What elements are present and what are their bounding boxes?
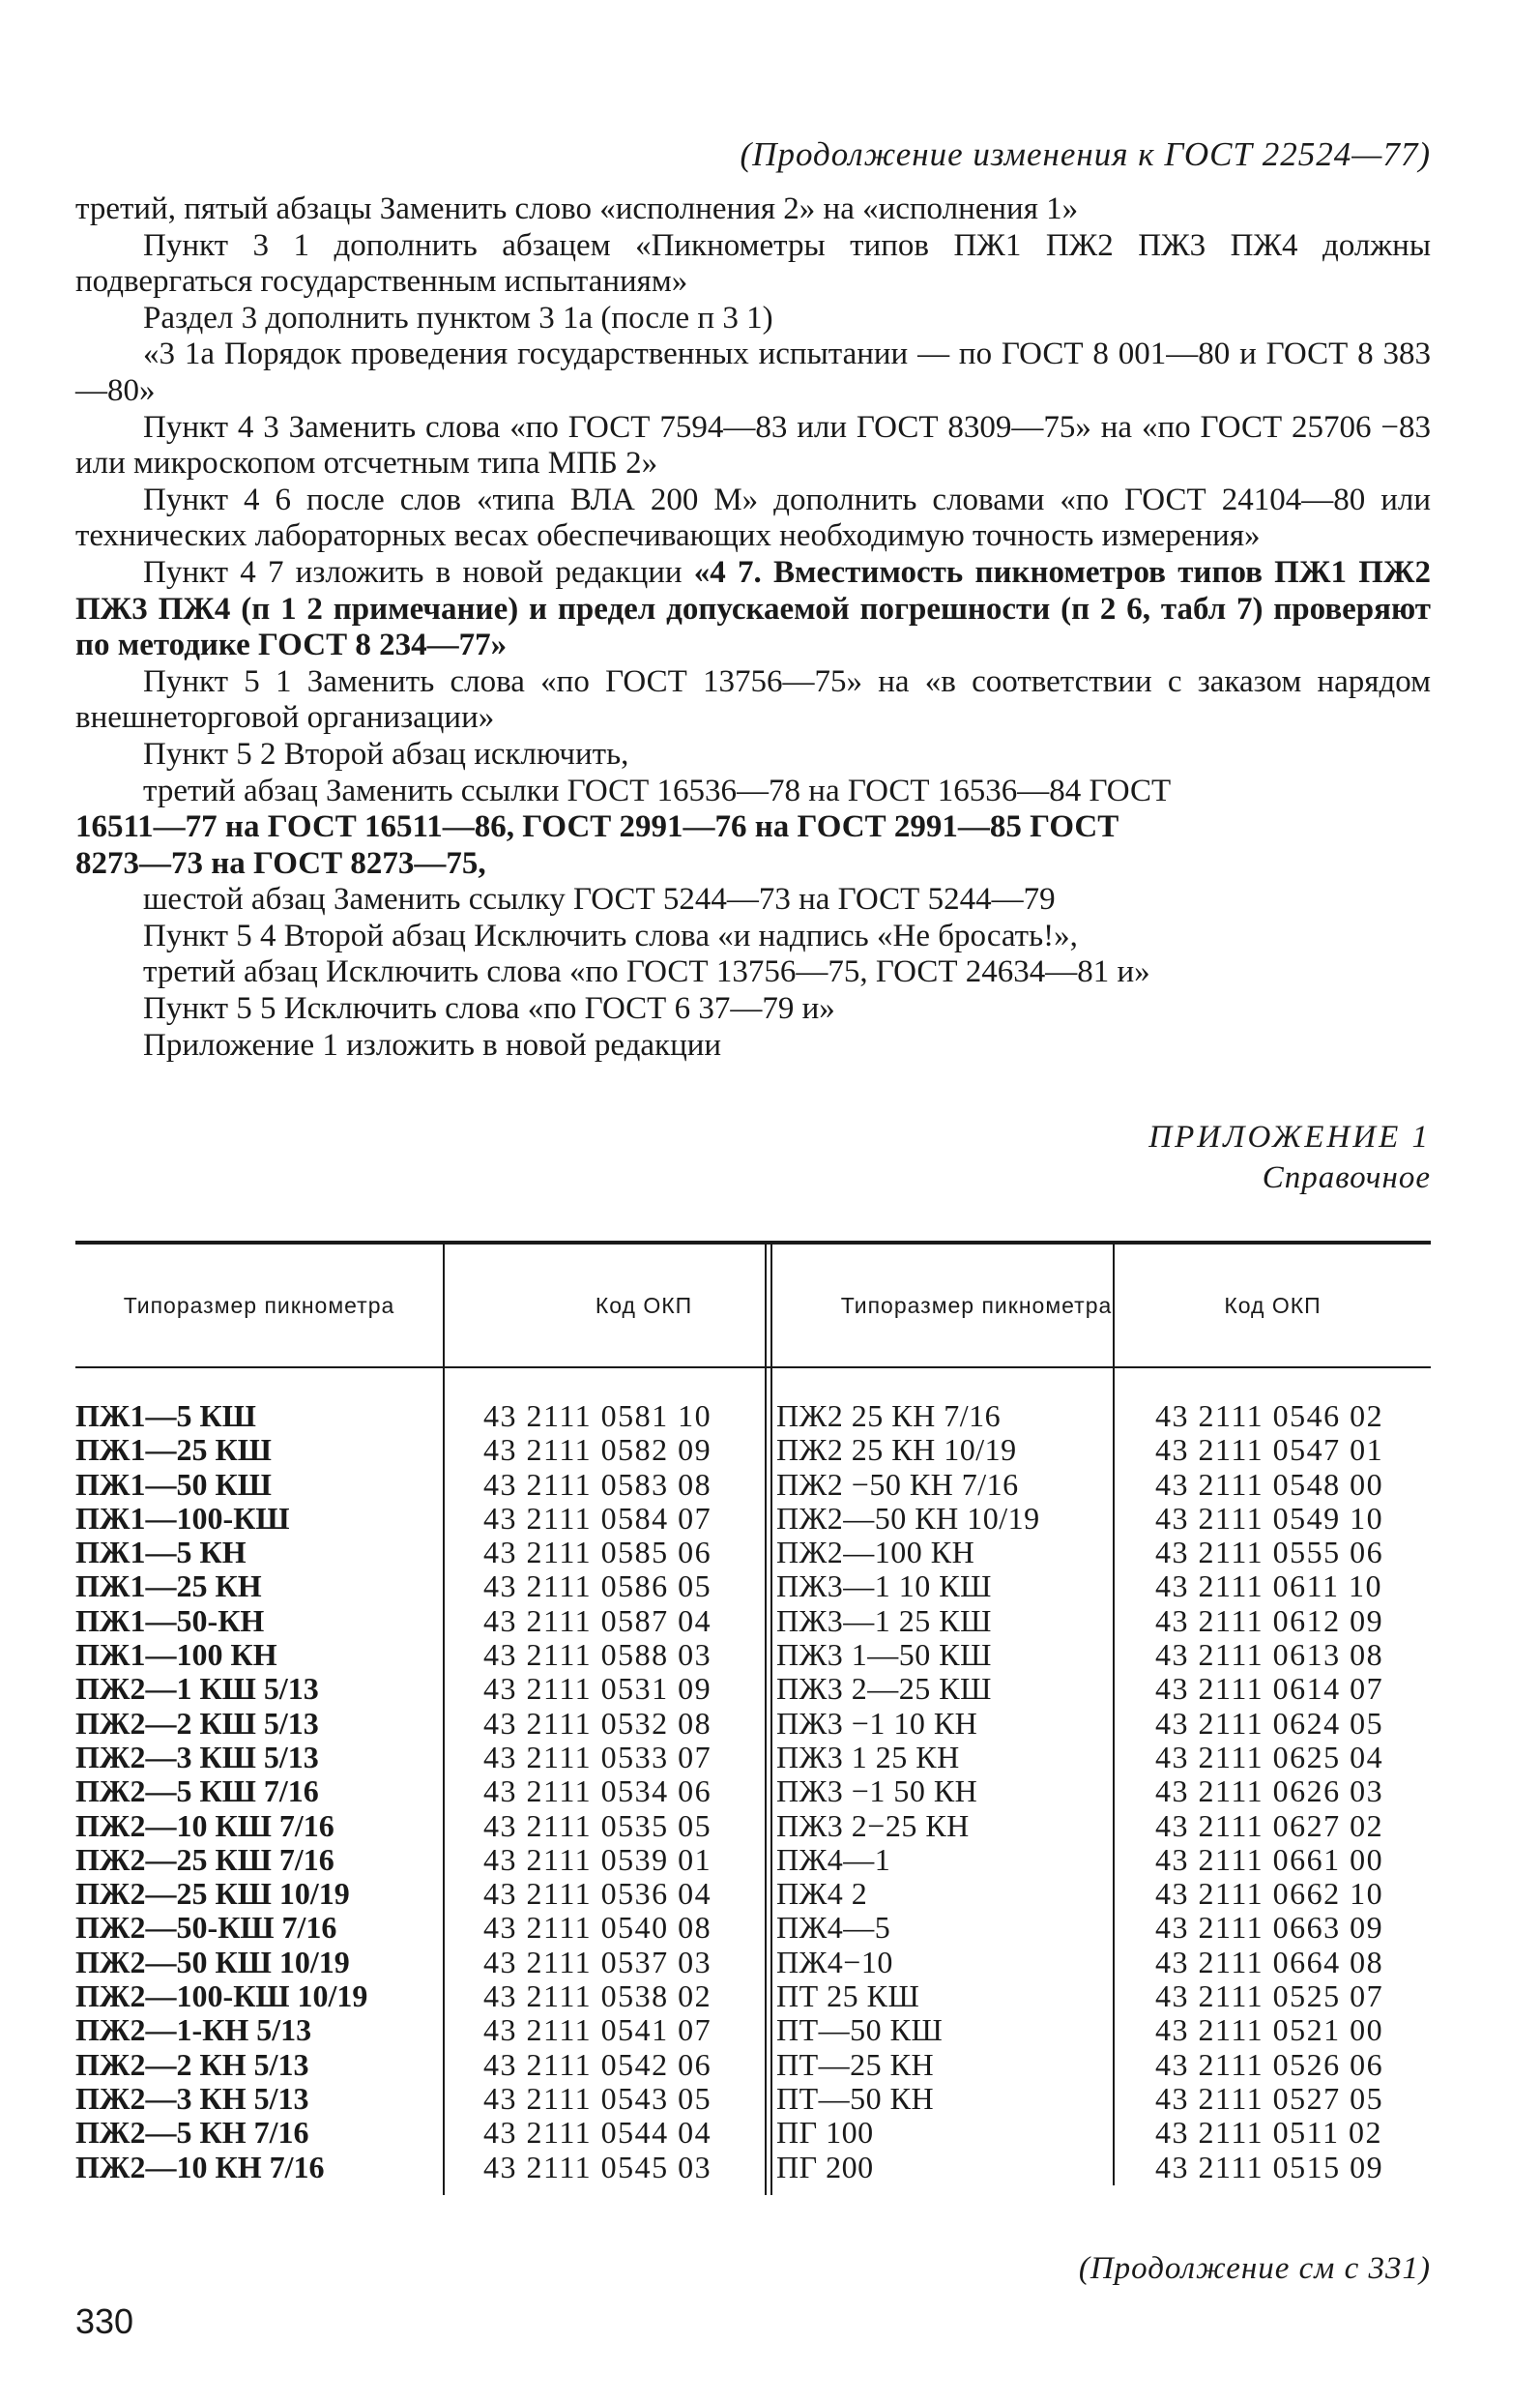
cell-size: ПЖ2—3 КН 5/13 [75,2080,309,2116]
cell-size: ПЖ2 25 КН 10/19 [776,1432,1017,1468]
cell-code: 43 2111 0540 08 [483,1910,712,1946]
paragraph: Раздел 3 дополнить пунктом 3 1а (после п 3 1) [143,300,773,336]
cell-code: 43 2111 0545 03 [483,2149,712,2184]
cell-code: 43 2111 0613 08 [1155,1637,1384,1673]
cell-code: 43 2111 0537 03 [483,1944,712,1979]
cell-size: ПЖ2 −50 КН 7/16 [776,1466,1019,1502]
cell-size: ПЖ4−10 [776,1944,893,1979]
table-rows [75,1399,1431,2184]
cell-code: 43 2111 0544 04 [483,2115,712,2151]
cell-code: 43 2111 0584 07 [483,1500,712,1536]
paragraph: Пункт 5 4 Второй абзац Исключить слова «и надпись «Не бросать!», [143,918,1078,953]
cell-code: 43 2111 0664 08 [1155,1944,1384,1979]
cell-code: 43 2111 0543 05 [483,2080,712,2116]
paragraph: 8273—73 на ГОСТ 8273—75, [75,845,486,881]
table-row [75,1946,1431,1979]
paragraph: третий, пятый абзацы Заменить слово «исполнения 2» на «исполнения 1» [75,191,1079,226]
cell-code: 43 2111 0535 05 [483,1807,712,1843]
cell-code: 43 2111 0532 08 [483,1705,712,1741]
cell-size: ПЖ3 1—50 КШ [776,1637,992,1673]
table-row [75,1569,1431,1603]
table-row [75,1843,1431,1877]
table-row [75,1672,1431,1706]
continuation-note: (Продолжение см с 331) [1078,2251,1431,2286]
cell-code: 43 2111 0531 09 [483,1671,712,1707]
cell-size: ПТ 25 КШ [776,1978,920,2014]
table-row [75,2082,1431,2116]
cell-size: ПЖ3—1 10 КШ [776,1568,992,1604]
cell-size: ПЖ4—1 [776,1841,891,1877]
cell-size: ПТ—50 КН [776,2080,935,2116]
table-row [75,1468,1431,1502]
okp-table [75,1241,1431,2195]
cell-size: ПЖ1—5 КН [75,1535,247,1570]
cell-code: 43 2111 0612 09 [1155,1602,1384,1638]
cell-size: ПЖ2—10 КН 7/16 [75,2149,325,2184]
cell-code: 43 2111 0511 02 [1155,2115,1382,2151]
cell-code: 43 2111 0521 00 [1155,2012,1384,2048]
cell-size: ПЖ2—5 КШ 7/16 [75,1773,319,1809]
table-row [75,1741,1431,1774]
paragraph: третий абзац Исключить слова «по ГОСТ 13756—75, ГОСТ 24634—81 и» [143,954,1150,990]
cell-code: 43 2111 0515 09 [1155,2149,1384,2184]
cell-size: ПЖ2—25 КШ 10/19 [75,1876,350,1912]
table-row [75,1911,1431,1945]
cell-code: 43 2111 0547 01 [1155,1432,1384,1468]
cell-size: ПЖ1—50 КШ [75,1466,272,1502]
table-row [75,2048,1431,2082]
cell-size: ПЖ3 2−25 КН [776,1807,970,1843]
paragraph: Пункт 3 1 дополнить абзацем «Пикнометры типов ПЖ1 ПЖ2 ПЖ3 ПЖ4 должны подвергаться государственным испытаниям» [75,227,1431,300]
cell-size: ПЖ1—25 КН [75,1568,262,1604]
table-row [75,1502,1431,1536]
cell-size: ПЖ2—1 КШ 5/13 [75,1671,319,1707]
cell-size: ПЖ3 −1 10 КН [776,1705,978,1741]
table-row [75,1877,1431,1911]
cell-size: ПЖ2—25 КШ 7/16 [75,1841,334,1877]
cell-code: 43 2111 0587 04 [483,1602,712,1638]
cell-code: 43 2111 0582 09 [483,1432,712,1468]
cell-size: ПЖ1—100-КШ [75,1500,290,1536]
table-row [75,2013,1431,2047]
cell-code: 43 2111 0555 06 [1155,1535,1384,1570]
paragraph-lead: Пункт 4 7 изложить в новой редакции [143,554,683,590]
header-code-1: Код ОКП [595,1292,693,1318]
cell-size: ПЖ2—50-КШ 7/16 [75,1910,337,1946]
table-row [75,2151,1431,2184]
paragraph: 16511—77 на ГОСТ 16511—86, ГОСТ 2991—76 на ГОСТ 2991—85 ГОСТ [75,809,1119,845]
appendix-title: ПРИЛОЖЕНИЕ 1 [1148,1120,1431,1155]
cell-size: ПЖ2—3 КШ 5/13 [75,1739,319,1774]
cell-code: 43 2111 0627 02 [1155,1807,1384,1843]
cell-code: 43 2111 0541 07 [483,2012,712,2048]
paragraph-bold: «4 7. Вместимость пикнометров типов ПЖ1 ПЖ2 ПЖ3 ПЖ4 (п 1 2 примечание) и предел допускаемой погрешности (п 2 6, табл 7) проверяют по методике ГОСТ 8 234—77» [75,554,1432,663]
paragraph: «3 1а Порядок проведения государственных испытании — по ГОСТ 8 001—80 и ГОСТ 8 383—80» [75,337,1431,408]
cell-code: 43 2111 0539 01 [483,1841,712,1877]
cell-code: 43 2111 0533 07 [483,1739,712,1774]
paragraph: Пункт 5 5 Исключить слова «по ГОСТ 6 37—79 и» [143,991,835,1027]
cell-size: ПЖ2 25 КН 7/16 [776,1398,1002,1433]
cell-code: 43 2111 0534 06 [483,1773,712,1809]
table-row [75,1638,1431,1672]
cell-code: 43 2111 0614 07 [1155,1671,1384,1707]
cell-size: ПЖ3 −1 50 КН [776,1773,978,1809]
cell-code: 43 2111 0588 03 [483,1637,712,1673]
cell-size: ПЖ1—25 КШ [75,1432,272,1468]
cell-code: 43 2111 0663 09 [1155,1910,1384,1946]
cell-code: 43 2111 0538 02 [483,1978,712,2014]
cell-code: 43 2111 0581 10 [483,1398,712,1433]
cell-size: ПЖ4 2 [776,1876,868,1912]
table-row [75,1707,1431,1741]
paragraph: Пункт 5 2 Второй абзац исключить, [143,736,629,772]
cell-size: ПЖ2—2 КН 5/13 [75,2046,309,2082]
column-divider [443,1245,445,1366]
cell-size: ПЖ3—1 25 КШ [776,1602,992,1638]
table-row [75,1433,1431,1467]
table-row [75,1809,1431,1843]
table-body [75,1368,1431,2195]
appendix-subtitle: Справочное [1262,1160,1431,1195]
cell-code: 43 2111 0624 05 [1155,1705,1384,1741]
cell-code: 43 2111 0526 06 [1155,2046,1384,2082]
cell-size: ПГ 200 [776,2149,874,2184]
cell-size: ПЖ3 1 25 КН [776,1739,960,1774]
cell-size: ПЖ1—50-КН [75,1602,265,1638]
table-header [75,1245,1431,1366]
cell-code: 43 2111 0585 06 [483,1535,712,1570]
cell-size: ПЖ2—1-КН 5/13 [75,2012,312,2048]
cell-size: ПЖ3 2—25 КШ [776,1671,992,1707]
cell-size: ПТ—25 КН [776,2046,935,2082]
column-divider [1113,1245,1115,1366]
paragraph: Пункт 4 6 после слов «типа ВЛА 200 М» дополнить словами «по ГОСТ 24104—80 или технических лабораторных весах обеспечивающих необходимую точность измерения» [75,482,1431,554]
cell-size: ПЖ2—100 КН [776,1535,975,1570]
page-number: 330 [75,2301,134,2341]
header-size-1: Типоразмер пикнометра [123,1292,395,1318]
cell-size: ПЖ2—5 КН 7/16 [75,2115,309,2151]
paragraph: Приложение 1 изложить в новой редакции [143,1027,722,1063]
table-row [75,1979,1431,2013]
cell-size: ПЖ2—2 КШ 5/13 [75,1705,319,1741]
column-divider [770,1245,772,1366]
paragraph: Пункт 4 3 Заменить слова «по ГОСТ 7594—83 или ГОСТ 8309—75» на «по ГОСТ 25706 −83 или микроскопом отсчетным типа МПБ 2» [75,409,1431,482]
cell-code: 43 2111 0586 05 [483,1568,712,1604]
paragraph: шестой абзац Заменить ссылку ГОСТ 5244—73 на ГОСТ 5244—79 [143,882,1056,918]
cell-code: 43 2111 0548 00 [1155,1466,1384,1502]
cell-size: ПЖ2—50 КШ 10/19 [75,1944,350,1979]
cell-code: 43 2111 0546 02 [1155,1398,1384,1433]
cell-code: 43 2111 0583 08 [483,1466,712,1502]
column-divider [765,1245,767,1366]
cell-size: ПЖ1—100 КН [75,1637,277,1673]
table-row [75,1774,1431,1808]
cell-size: ПТ—50 КШ [776,2012,944,2048]
cell-code: 43 2111 0662 10 [1155,1876,1384,1912]
header-code-2: Код ОКП [1224,1292,1322,1318]
cell-size: ПГ 100 [776,2115,874,2151]
cell-code: 43 2111 0542 06 [483,2046,712,2082]
cell-code: 43 2111 0661 00 [1155,1841,1384,1877]
cell-code: 43 2111 0527 05 [1155,2080,1384,2116]
paragraph: третий абзац Заменить ссылки ГОСТ 16536—78 на ГОСТ 16536—84 ГОСТ [143,773,1172,808]
cell-size: ПЖ2—50 КН 10/19 [776,1500,1040,1536]
paragraph [75,555,1431,664]
cell-size: ПЖ1—5 КШ [75,1398,256,1433]
header-size-2: Типоразмер пикнометра [840,1292,1113,1318]
cell-code: 43 2111 0549 10 [1155,1500,1384,1536]
cell-code: 43 2111 0611 10 [1155,1568,1382,1604]
cell-size: ПЖ4—5 [776,1910,891,1946]
table-row [75,1604,1431,1638]
paragraph: Пункт 5 1 Заменить слова «по ГОСТ 13756—75» на «в соответствии с заказом нарядом внешнеторговой организации» [75,663,1431,736]
table-row [75,1399,1431,1433]
cell-size: ПЖ2—10 КШ 7/16 [75,1807,334,1843]
cell-code: 43 2111 0536 04 [483,1876,712,1912]
table-row [75,1536,1431,1569]
cell-code: 43 2111 0625 04 [1155,1739,1384,1774]
cell-size: ПЖ2—100-КШ 10/19 [75,1978,368,2014]
cell-code: 43 2111 0626 03 [1155,1773,1384,1809]
page-header: (Продолжение изменения к ГОСТ 22524—77) [740,135,1431,173]
table-row [75,2116,1431,2150]
cell-code: 43 2111 0525 07 [1155,1978,1384,2014]
amendment-text [75,191,1431,1064]
